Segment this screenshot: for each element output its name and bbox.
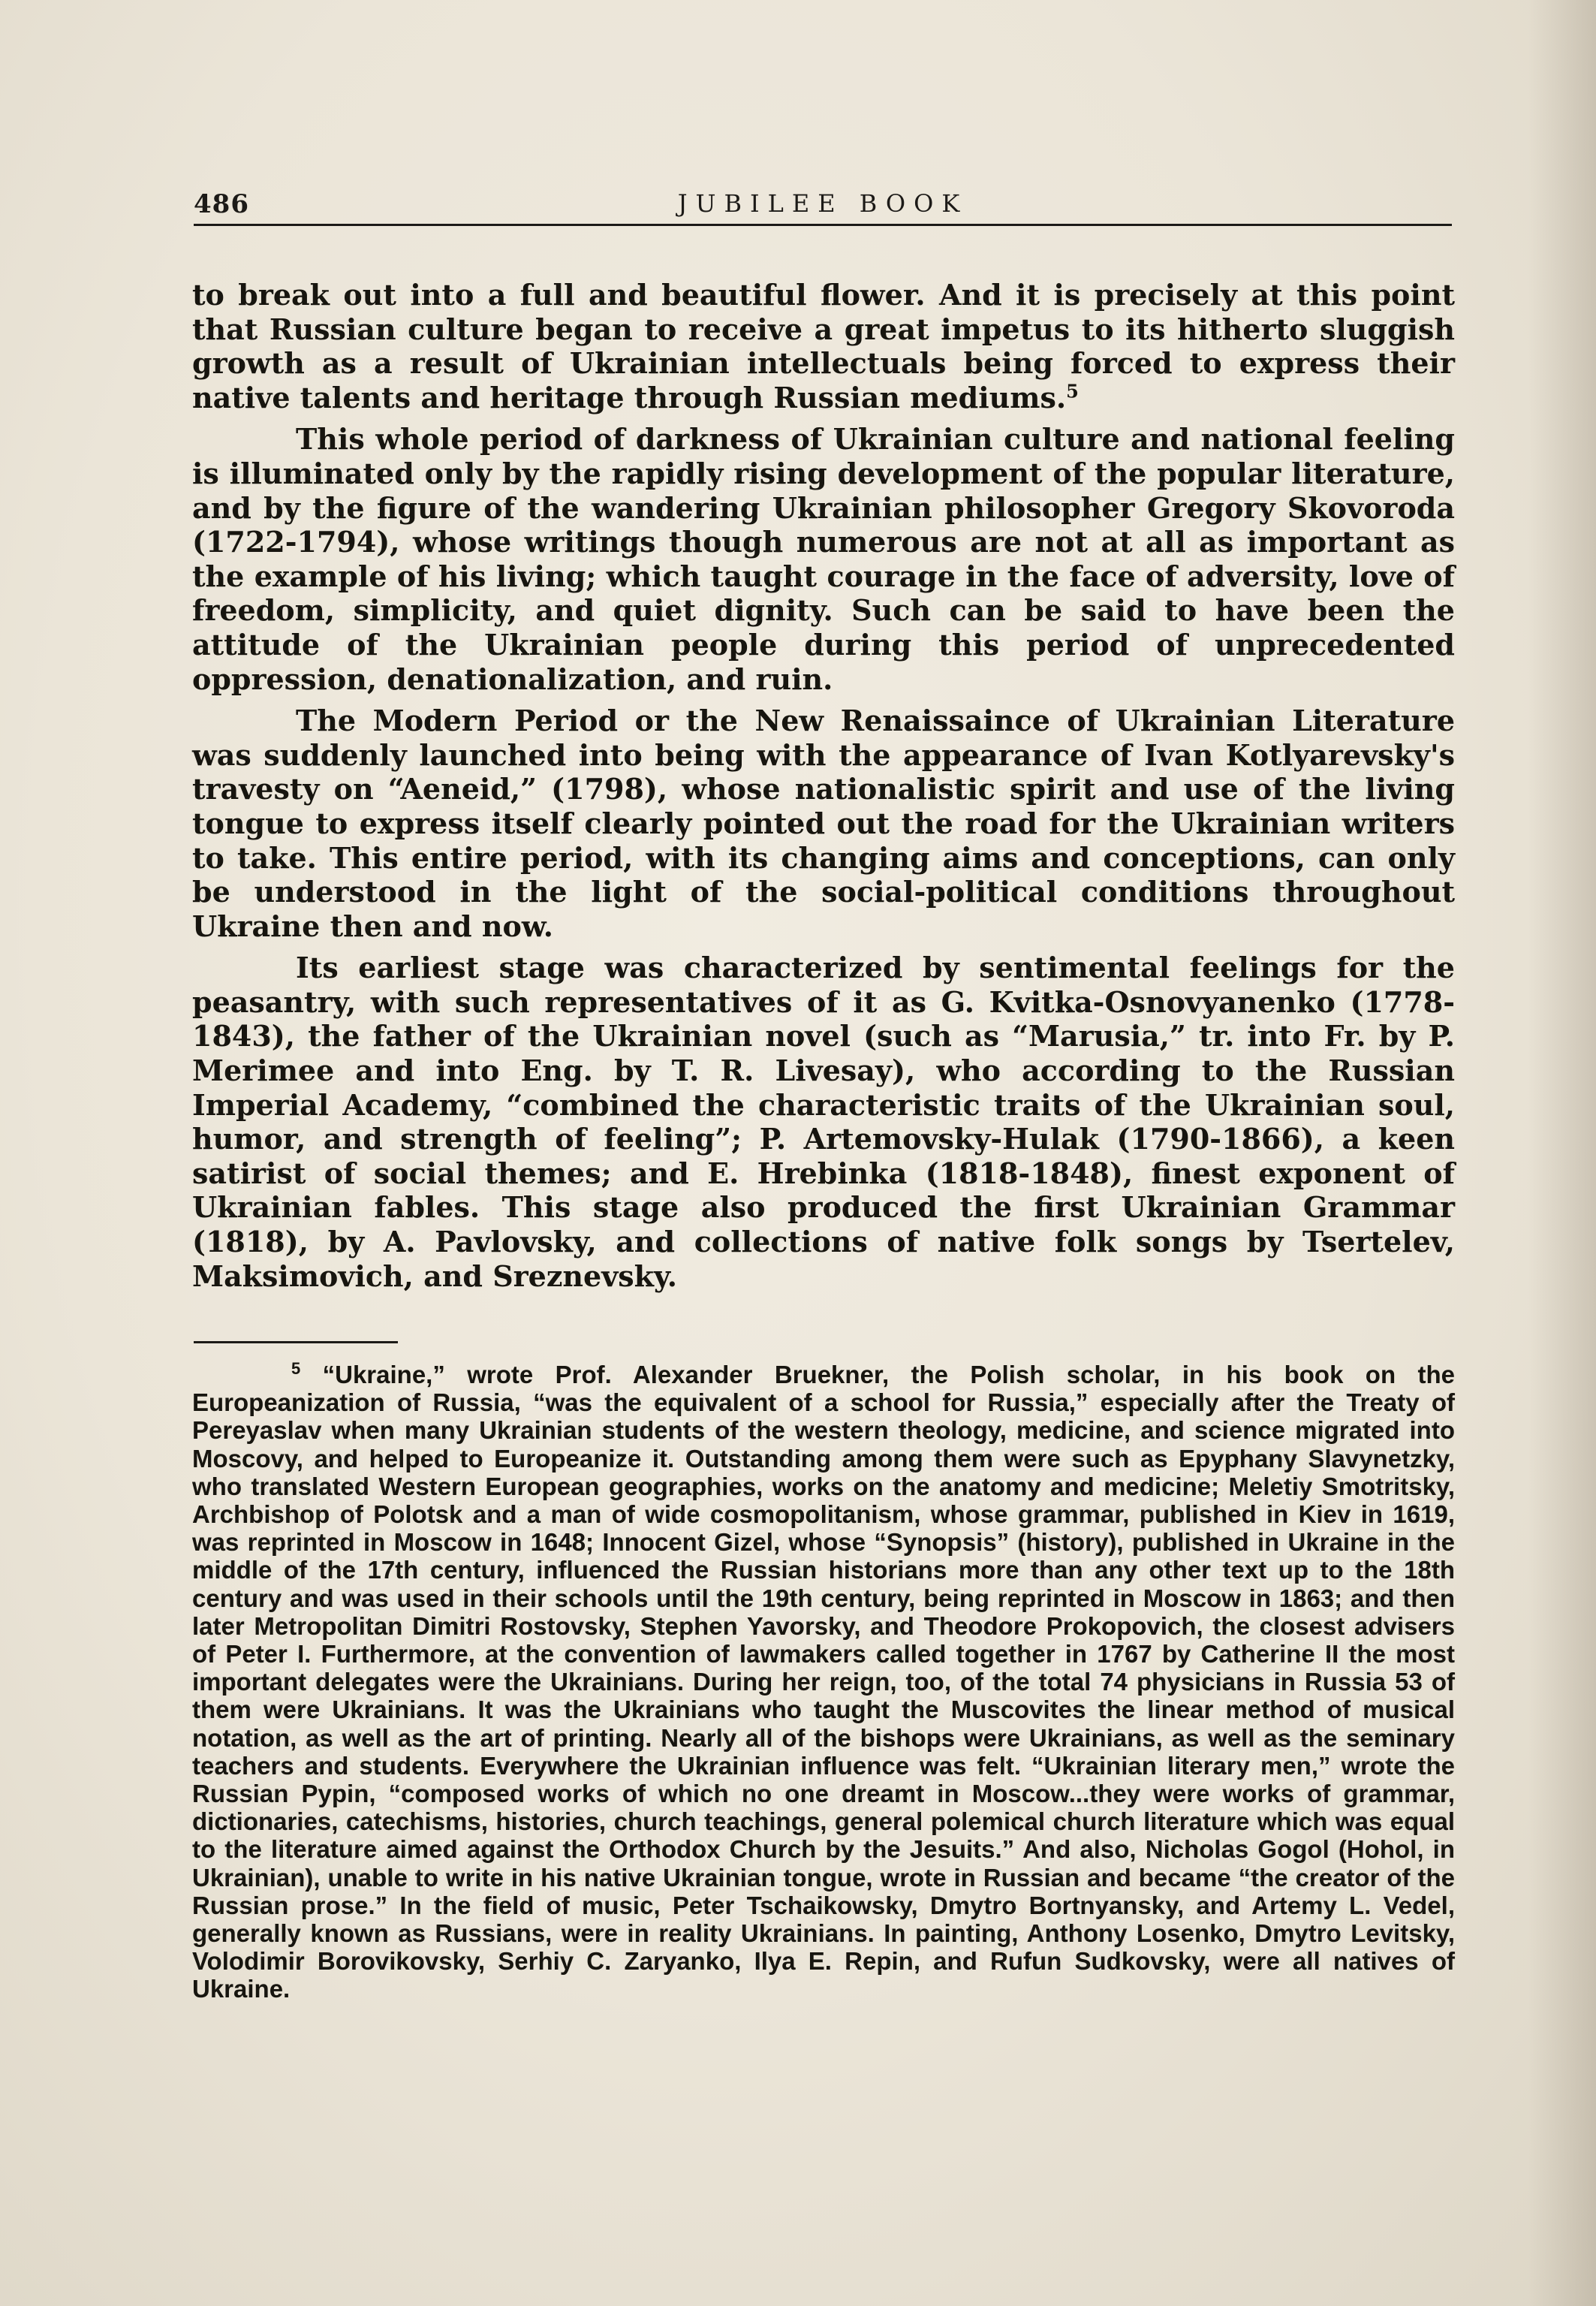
page-number: 486 xyxy=(194,189,249,219)
footnote xyxy=(192,1361,1455,2003)
footnote-marker: 5 xyxy=(291,1359,301,1378)
paragraph-1-text: to break out into a full and beautiful flower. And it is precisely at this point that Russian culture began to receive a great impetus to its hitherto sluggish growth as a result of Ukrainian intellectuals being forced to express their native talents and heritage through Russian mediums. xyxy=(192,278,1455,414)
paragraph-4: Its earliest stage was characterized by sentimental feelings for the peasantry, with such representatives of it as G. Kvitka-Osnovyanenko (1778-1843), the father of the Ukrainian novel (such as “Marusia,” tr. into Fr. by P. Merimee and into Eng. by T. R. Livesay), who according to the Russian Imperial Academy, “combined the characteristic traits of the Ukrainian soul, humor, and strength of feeling”; P. Artemovsky-Hulak (1790-1866), a keen satirist of social themes; and E. Hrebinka (1818-1848), finest exponent of Ukrainian fables. This stage also produced the first Ukrainian Grammar (1818), by A. Pavlovsky, and collections of native folk songs by Tsertelev, Maksimovich, and Sreznevsky. xyxy=(192,951,1455,1293)
paragraph-1 xyxy=(192,278,1455,414)
page-header xyxy=(194,188,1452,226)
paragraph-3: The Modern Period or the New Renaissaince of Ukrainian Literature was suddenly launched into being with the appearance of Ivan Kotlyarevsky's travesty on “Aeneid,” (1798), whose nationalistic spirit and use of the living tongue to express itself clearly pointed out the road for the Ukrainian writers to take. This entire period, with its changing aims and conceptions, can only be understood in the light of the social-political conditions throughout Ukraine then and now. xyxy=(192,704,1455,943)
running-head: JUBILEE BOOK xyxy=(677,189,968,218)
page-edge-shadow xyxy=(1528,0,1596,2306)
footnote-text: “Ukraine,” wrote Prof. Alexander Bruekner, the Polish scholar, in his book on the Europeanization of Russia, “was the equivalent of a school for Russia,” especially after the Treaty of Pereyaslav when many Ukrainian students of the western theology, medicine, and science migrated into Moscovy, and helped to Europeanize it. Outstanding among them were such as Epyphany Slavynetzky, who translated Western European geographies, works on the anatomy and medicine; Meletiy Smotritsky, Archbishop of Polotsk and a man of wide cosmopolitanism, whose grammar, published in Kiev in 1619, was reprinted in Moscow in 1648; Innocent Gizel, whose “Synopsis” (history), published in Ukraine in the middle of the 17th century, influenced the Russian historians more than any other text up to the 18th century and was used in their schools until the 19th century, being reprinted in Moscow in 1863; and then later Metropolitan Dimitri Rostovsky, Stephen Yavorsky, and Theodore Prokopovich, the closest advisers of Peter I. Furthermore, at the convention of lawmakers called together in 1767 by Catherine II the most important delegates were the Ukrainians. During her reign, too, of the total 74 physicians in Russia 53 of them were Ukrainians. It was the Ukrainians who taught the Muscovites the linear method of musical notation, as well as the art of printing. Nearly all of the bishops were Ukrainians, as well as the seminary teachers and students. Everywhere the Ukrainian influence was felt. “Ukrainian literary men,” wrote the Russian Pypin, “composed works of which no one dreamt in Moscow...they were works of grammar, dictionaries, catechisms, histories, church teachings, general polemical church literature which was equal to the literature aimed against the Orthodox Church by the Jesuits.” And also, Nicholas Gogol (Hohol, in Ukrainian), unable to write in his native Ukrainian tongue, wrote in Russian and became “the creator of the Russian prose.” In the field of music, Peter Tschaikowsky, Dmytro Bortnyansky, and Artemy L. Vedel, generally known as Russians, were in reality Ukrainians. In painting, Anthony Losenko, Dmytro Levitsky, Volodimir Borovikovsky, Serhiy C. Zaryanko, Ilya E. Repin, and Rufun Sudkovsky, were all natives of Ukraine. xyxy=(192,1361,1455,2003)
footnote-divider xyxy=(194,1341,398,1343)
footnote-reference: 5 xyxy=(1066,380,1079,402)
paragraph-2: This whole period of darkness of Ukrainian culture and national feeling is illuminated only by the rapidly rising development of the popular literature, and by the figure of the wandering Ukrainian philosopher Gregory Skovoroda (1722-1794), whose writings though numerous are not at all as important as the example of his living; which taught courage in the face of adversity, love of freedom, simplicity, and quiet dignity. Such can be said to have been the attitude of the Ukrainian people during this period of unprecedented oppression, denationalization, and ruin. xyxy=(192,422,1455,696)
body-text xyxy=(192,278,1455,1301)
